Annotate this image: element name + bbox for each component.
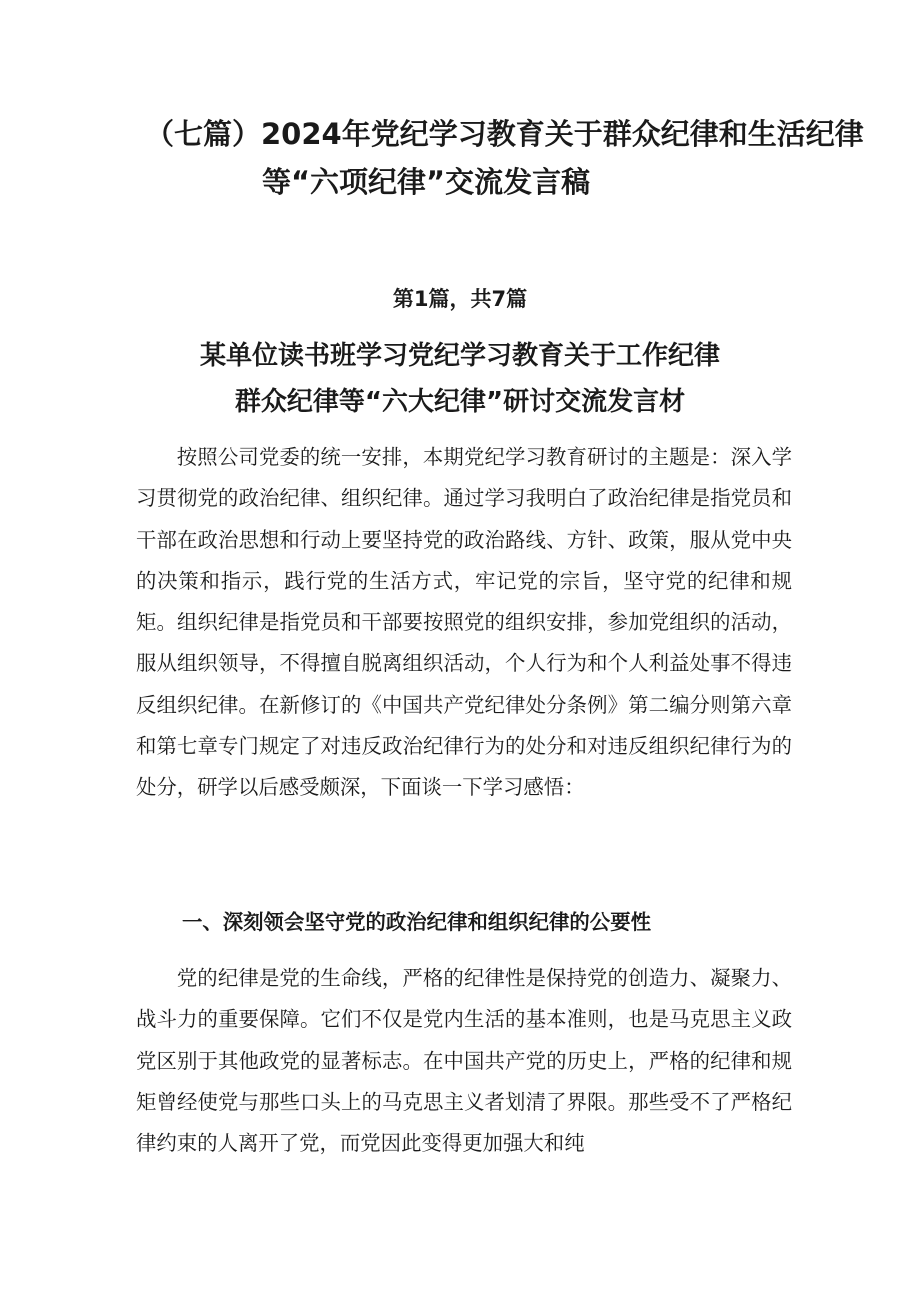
- document-title-line-2: 等“六项纪律”交流发言稿: [262, 165, 591, 199]
- article-title-line-2: 群众纪律等“六大纪律”研讨交流发言材: [234, 387, 686, 417]
- article-title-line-1: 某单位读书班学习党纪学习教育关于工作纪律: [199, 341, 720, 371]
- part-label: 第1篇，共7篇: [392, 287, 528, 311]
- section-heading-1: 一、深刻领会坚守党的政治纪律和组织纪律的公要性: [182, 910, 651, 934]
- document-title-line-1: （七篇）2024年党纪学习教育关于群众纪律和生活纪律: [145, 117, 864, 151]
- body-paragraph-1: 按照公司党委的统一安排，本期党纪学习教育研讨的主题是：深入学习贯彻党的政治纪律、组织纪律。通过学习我明白了政治纪律是指党员和干部在政治思想和行动上要坚持党的政治路线、方针、政策，服从党中央的决策和指示，践行党的生活方式，牢记党的宗旨，坚守党的纪律和规矩。组织纪律是指党员和干部要按照党的组织安排，参加党组织的活动，服从组织领导，不得擅自脱离组织活动，个人行为和个人利益处事不得违反组织纪律。在新修订的《中国共产党纪律处分条例》第二编分则第六章和第七章专门规定了对违反政治纪律行为的处分和对违反组织纪律行为的处分，研学以后感受颇深，下面谈一下学习感悟：: [136, 445, 792, 800]
- body-paragraph-2: 党的纪律是党的生命线，严格的纪律性是保持党的创造力、凝聚力、战斗力的重要保障。它们不仅是党内生活的基本准则，也是马克思主义政党区别于其他政党的显著标志。在中国共产党的历史上，严格的纪律和规矩曾经使党与那些口头上的马克思主义者划清了界限。那些受不了严格纪律约束的人离开了党，而党因此变得更加强大和纯: [136, 966, 792, 1156]
